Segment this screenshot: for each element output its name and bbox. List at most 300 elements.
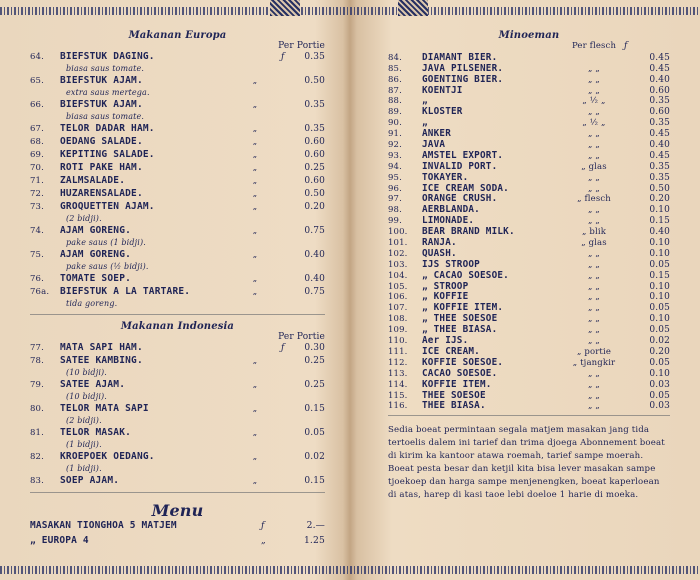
drink-name: Aer IJS. [422,335,469,347]
item-note: biasa saus tomate. [66,112,145,121]
list-item [30,249,325,262]
item-unit: „ [252,189,258,199]
item-note: tida goreng. [66,299,118,308]
drink-item [388,215,670,226]
item-num: 73. [30,202,44,212]
item-price: 0.75 [304,226,325,236]
drink-price: 0.10 [649,238,670,249]
drink-price: 0.35 [649,96,670,107]
drink-num: 84. [388,52,402,63]
item-note: extra saus mertega. [66,88,150,97]
drink-name: TOKAYER. [422,171,469,183]
drink-unit: „ „ [588,74,600,85]
drink-price: 0.45 [649,63,670,74]
drink-unit: „ glas [581,161,607,172]
drink-unit: „ „ [588,270,600,281]
drink-unit: „ „ [588,379,600,390]
drink-name: THEE BIASA. [422,400,486,412]
drink-item [388,248,670,259]
drink-num: 97. [388,194,402,205]
indonesia-list [30,342,325,488]
drink-name: ICE CREAM SODA. [422,182,509,194]
drink-name: DIAMANT BIER. [422,51,498,63]
item-note: (2 bidji). [66,214,102,223]
item-unit: „ [252,452,258,462]
item-unit: „ [252,76,258,86]
set-menu-price: 1.25 [303,535,325,546]
drinks-header [388,41,670,52]
list-item [30,225,325,238]
drink-price: 0.05 [649,259,670,270]
drink-price: 0.45 [649,129,670,140]
list-item [30,99,325,112]
drink-num: 98. [388,205,402,216]
item-name: AJAM GORENG. [60,225,132,236]
item-name: BIEFSTUK AJAM. [60,99,143,110]
item-num: 76a. [30,287,50,297]
set-menu-row [30,535,325,550]
item-price: 0.60 [304,137,325,147]
drink-item [388,74,670,85]
drink-unit: „ flesch [577,194,611,205]
item-unit: „ [252,476,258,486]
drink-price: 0.60 [649,85,670,96]
drink-name: „ KOFFIE [422,291,469,303]
item-note: (10 bidji). [66,392,107,401]
drink-unit: „ „ [588,183,600,194]
drink-name: „ [422,117,428,129]
item-num: 67. [30,124,44,134]
item-unit: „ [252,100,258,110]
item-num: 81. [30,428,44,438]
europe-list [30,51,325,310]
list-item [30,149,325,162]
list-item [30,162,325,175]
drink-item [388,117,670,128]
drink-item [388,324,670,335]
item-name: SATEE KAMBING. [60,355,143,366]
footer-notes [388,424,670,502]
drink-price: 0.05 [649,303,670,314]
item-name: SOEP AJAM. [60,475,120,486]
drink-unit: „ „ [588,281,600,292]
item-num: 77. [30,343,44,353]
drink-num: 88. [388,96,402,107]
drink-num: 89. [388,107,402,118]
drink-name: JAVA PILSENER. [422,62,504,74]
item-unit: „ [252,287,258,297]
drink-num: 104. [388,270,408,281]
drink-price: 0.10 [649,368,670,379]
drink-item [388,139,670,150]
drink-num: 94. [388,161,402,172]
item-name: TOMATE SOEP. [60,273,132,284]
drink-item [388,313,670,324]
drink-num: 106. [388,292,408,303]
drink-price: 0.05 [649,325,670,336]
drink-num: 112. [388,357,408,368]
item-name: BIEFSTUK AJAM. [60,75,143,86]
drink-name: THEE SOESOE [422,389,486,401]
list-item [30,379,325,392]
item-name: TELOR MATA SAPI [60,403,149,414]
drink-num: 110. [388,336,408,347]
item-note: pake saus (½ bidji). [66,262,149,271]
list-item [30,51,325,64]
item-num: 70. [30,163,44,173]
drink-unit: „ „ [588,140,600,151]
drink-num: 93. [388,150,402,161]
item-price: 0.15 [304,476,325,486]
indonesia-title: Makanan Indonesia [120,321,235,332]
drink-item [388,281,670,292]
item-note: biasa saus tomate. [66,64,145,73]
drink-name: KOFFIE SOESOE. [422,356,504,368]
drink-unit: „ tjangkir [572,357,616,368]
europe-per-portie: Per Portie [278,41,325,51]
drink-price: 0.35 [649,172,670,183]
item-name: OEDANG SALADE. [60,136,143,147]
drink-unit: „ ½ „ [582,96,606,107]
item-num: 64. [30,52,44,62]
drink-item [388,128,670,139]
item-name: HUZARENSALADE. [60,188,143,199]
drink-unit: „ glas [581,238,607,249]
drinks-title: Minoeman [498,30,560,41]
item-unit: „ [252,226,258,236]
item-note: (10 bidji). [66,368,107,377]
drink-name: CACAO SOESOE. [422,367,498,379]
drink-unit: „ „ [588,336,600,347]
drink-price: 0.35 [649,161,670,172]
drink-item [388,357,670,368]
drink-num: 96. [388,183,402,194]
item-unit: „ [252,150,258,160]
item-price: 0.50 [304,76,325,86]
drink-item [388,193,670,204]
item-price: 0.25 [304,163,325,173]
drink-name: ORANGE CRUSH. [422,193,498,205]
item-num: 82. [30,452,44,462]
drink-price: 0.10 [649,281,670,292]
drink-price: 0.10 [649,205,670,216]
drink-num: 113. [388,368,408,379]
drink-item [388,106,670,117]
bottom-border [0,566,700,574]
item-price: 0.20 [304,202,325,212]
right-page [388,30,670,502]
item-price: 0.40 [304,274,325,284]
item-num: 80. [30,404,44,414]
drink-name: IJS STROOP [422,258,480,270]
drink-num: 111. [388,346,408,357]
drink-num: 90. [388,118,402,129]
set-menu-list [30,520,325,550]
item-num: 78. [30,356,44,366]
drink-num: 109. [388,325,408,336]
currency-symbol: ƒ [624,41,628,51]
drink-price: 0.15 [649,216,670,227]
drink-unit: „ „ [588,368,600,379]
item-cur: ƒ [281,343,285,353]
item-num: 69. [30,150,44,160]
indonesia-per-portie: Per Portie [278,332,325,342]
drink-unit: „ „ [588,205,600,216]
set-menu-name: „ EUROPA 4 [30,535,89,546]
menu-title: Menu [151,501,204,520]
set-menu-row [30,520,325,535]
drink-name: „ THEE BIASA. [422,324,498,336]
item-name: KEPITING SALADE. [60,149,155,160]
drink-price: 0.40 [649,227,670,238]
item-price: 0.15 [304,404,325,414]
drink-item [388,259,670,270]
list-item [30,342,325,355]
item-unit: „ [252,163,258,173]
drink-price: 0.10 [649,314,670,325]
drink-price: 0.40 [649,140,670,151]
drink-name: JAVA [422,139,446,151]
item-num: 76. [30,274,44,284]
item-num: 75. [30,250,44,260]
item-note: (1 bidji). [66,464,102,473]
list-item [30,475,325,488]
item-name: ROTI PAKE HAM. [60,162,143,173]
drink-unit: „ „ [588,292,600,303]
list-item [30,286,325,299]
drink-name: QUASH. [422,247,457,259]
drink-item [388,63,670,74]
item-price: 0.05 [304,428,325,438]
drink-name: „ KOFFIE ITEM. [422,302,504,314]
item-cur: ƒ [281,52,285,62]
list-item [30,427,325,440]
drink-num: 114. [388,379,408,390]
list-item [30,123,325,136]
drink-num: 115. [388,390,408,401]
drink-name: „ STROOP [422,280,469,292]
item-price: 0.75 [304,287,325,297]
drink-item [388,400,670,411]
drink-price: 0.45 [649,52,670,63]
item-price: 0.35 [304,52,325,62]
item-name: AJAM GORENG. [60,249,132,260]
item-num: 83. [30,476,44,486]
drink-price: 0.03 [649,401,670,412]
drink-num: 92. [388,140,402,151]
list-item [30,136,325,149]
drink-name: KOENTJI [422,84,463,96]
top-ornament-right [398,0,428,16]
drink-name: „ THEE SOESOE [422,313,498,325]
drink-unit: „ „ [588,303,600,314]
drink-item [388,204,670,215]
drink-unit: „ „ [588,85,600,96]
set-menu-price: 2.— [306,520,325,531]
item-name: MATA SAPI HAM. [60,342,143,353]
drink-unit: „ blik [581,227,607,238]
top-ornament-left [270,0,300,16]
notes-divider [388,415,670,416]
drink-price: 0.20 [649,194,670,205]
list-item [30,451,325,464]
list-item [30,201,325,214]
drink-price: 0.05 [649,357,670,368]
left-divider [30,314,325,315]
drink-price: 0.03 [649,379,670,390]
drink-item [388,226,670,237]
drink-name: ICE CREAM. [422,345,480,357]
drinks-list [388,52,670,411]
drink-unit: „ „ [588,216,600,227]
drink-unit: „ „ [588,390,600,401]
drink-price: 0.20 [649,346,670,357]
drink-item [388,237,670,248]
note-abonnement: Sedia boeat permintaan segala matjem masakan jang tida tertoelis dalem ini tarief dan trima djoega Abonnement boeat di kirim ka kantoor atawa roemah, tarief sampe moerah. [388,425,665,462]
item-unit: „ [252,274,258,284]
item-note: (1 bidji). [66,440,102,449]
drink-item [388,183,670,194]
drink-num: 87. [388,85,402,96]
drink-item [388,161,670,172]
item-unit: „ [252,404,258,414]
drink-price: 0.02 [649,336,670,347]
item-num: 79. [30,380,44,390]
drink-item [388,95,670,106]
drink-name: RANJA. [422,237,457,249]
drink-item [388,85,670,96]
drink-num: 105. [388,281,408,292]
drink-item [388,335,670,346]
item-unit: „ [252,356,258,366]
menu-divider [30,492,325,493]
drink-num: 95. [388,172,402,183]
drink-item [388,368,670,379]
drink-unit: „ ½ „ [582,118,606,129]
drink-unit: „ „ [588,63,600,74]
item-price: 0.35 [304,100,325,110]
item-price: 0.60 [304,150,325,160]
per-flesch-label: Per flesch [571,41,617,51]
item-name: KROEPOEK OEDANG. [60,451,155,462]
item-num: 68. [30,137,44,147]
drink-price: 0.10 [649,292,670,303]
drink-num: 103. [388,259,408,270]
item-unit: „ [252,137,258,147]
drink-unit: „ „ [588,314,600,325]
drink-num: 100. [388,227,408,238]
drink-num: 86. [388,74,402,85]
item-num: 65. [30,76,44,86]
item-price: 0.40 [304,250,325,260]
drink-num: 116. [388,401,408,412]
drink-name: AMSTEL EXPORT. [422,149,504,161]
drink-item [388,379,670,390]
drink-name: „ [422,95,428,107]
item-price: 0.30 [304,343,325,353]
drink-name: KOFFIE ITEM. [422,378,492,390]
list-item [30,403,325,416]
item-price: 0.35 [304,124,325,134]
item-unit: „ [252,176,258,186]
drink-unit: „ „ [588,107,600,118]
top-border [0,7,700,15]
drink-item [388,390,670,401]
drink-item [388,270,670,281]
item-unit: „ [252,124,258,134]
item-name: TELOR DADAR HAM. [60,123,155,134]
drink-num: 99. [388,216,402,227]
set-menu-name: MASAKAN TIONGHOA 5 MATJEM [30,520,177,531]
item-unit: „ [252,250,258,260]
item-num: 66. [30,100,44,110]
set-menu-cur: „ [261,536,266,546]
drink-price: 0.40 [649,74,670,85]
item-name: BIEFSTUK DAGING. [60,51,155,62]
item-price: 0.60 [304,176,325,186]
drink-name: BEAR BRAND MILK. [422,226,515,238]
drink-unit: „ „ [588,248,600,259]
item-name: TELOR MASAK. [60,427,132,438]
note-pesta: Boeat pesta besar dan ketjil kita bisa lever masakan sampe tjoekoep dan harga sampe menjenengken, boeat kaperloean di atas, harep di kasi taoe lebi doeloe 1 harie di moeka. [388,464,660,501]
list-item [30,175,325,188]
drink-price: 0.35 [649,118,670,129]
drink-unit: „ „ [588,150,600,161]
item-price: 0.25 [304,356,325,366]
drink-unit: „ „ [588,259,600,270]
drink-name: ANKER [422,128,451,140]
list-item [30,273,325,286]
item-name: GROQUETTEN AJAM. [60,201,155,212]
list-item [30,188,325,201]
drink-price: 0.10 [649,248,670,259]
list-item [30,355,325,368]
item-name: SATEE AJAM. [60,379,126,390]
drink-name: INVALID PORT. [422,160,498,172]
drink-num: 91. [388,129,402,140]
drink-price: 0.15 [649,270,670,281]
left-page [30,30,325,550]
drink-item [388,291,670,302]
drink-name: LIMONADE. [422,215,475,227]
item-price: 0.50 [304,189,325,199]
item-unit: „ [252,202,258,212]
item-price: 0.25 [304,380,325,390]
drink-name: KLOSTER [422,106,463,118]
list-item [30,75,325,88]
item-name: ZALMSALADE. [60,175,126,186]
item-num: 71. [30,176,44,186]
item-name: BIEFSTUK A LA TARTARE. [60,286,191,297]
item-note: (2 bidji). [66,416,102,425]
drink-name: AERBLANDA. [422,204,480,216]
drink-item [388,302,670,313]
item-unit: „ [252,428,258,438]
drink-price: 0.60 [649,107,670,118]
drink-item [388,150,670,161]
drink-num: 102. [388,248,408,259]
drink-item [388,346,670,357]
drink-name: „ CACAO SOESOE. [422,269,509,281]
item-price: 0.02 [304,452,325,462]
set-menu-cur: ƒ [261,521,265,531]
drink-num: 107. [388,303,408,314]
drink-price: 0.45 [649,150,670,161]
item-num: 74. [30,226,44,236]
item-note: pake saus (1 bidji). [66,238,146,247]
europe-title: Makanan Europa [128,30,227,41]
drink-num: 85. [388,63,402,74]
